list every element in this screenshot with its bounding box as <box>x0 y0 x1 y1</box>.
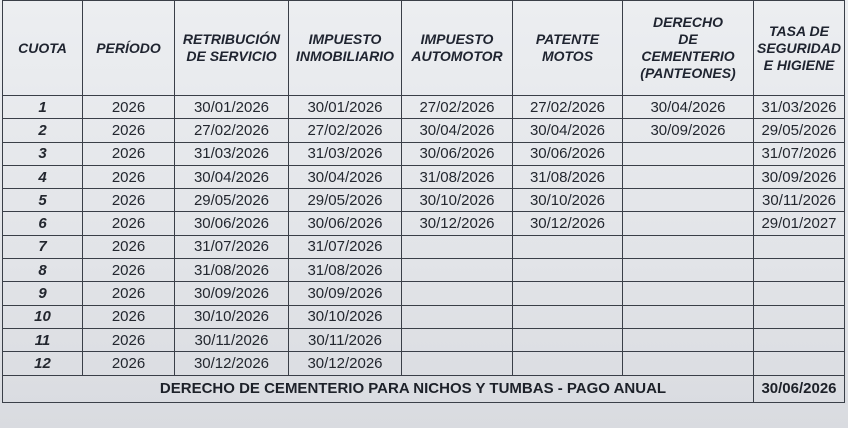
header-row <box>3 1 845 96</box>
tax-schedule-table <box>2 0 845 403</box>
cell-tasa-seguridad <box>754 328 845 351</box>
header-derecho-cementerio: DERECHO DE CEMENTERIO (PANTEONES) <box>623 1 754 96</box>
cell-derecho-cementerio <box>623 305 754 328</box>
cell-cuota: 4 <box>3 165 83 188</box>
header-retribucion: RETRIBUCIÓN DE SERVICIO <box>175 1 289 96</box>
cell-impuesto-inmobiliario: 30/01/2026 <box>289 96 402 119</box>
cell-derecho-cementerio <box>623 328 754 351</box>
cell-impuesto-inmobiliario: 30/09/2026 <box>289 282 402 305</box>
cell-patente-motos <box>513 235 623 258</box>
header-tasa-seguridad: TASA DE SEGURIDAD E HIGIENE <box>754 1 845 96</box>
cell-patente-motos: 31/08/2026 <box>513 165 623 188</box>
cell-patente-motos <box>513 305 623 328</box>
cell-periodo: 2026 <box>83 212 175 235</box>
cell-periodo: 2026 <box>83 165 175 188</box>
cell-cuota: 7 <box>3 235 83 258</box>
cell-periodo: 2026 <box>83 96 175 119</box>
cell-impuesto-automotor <box>402 259 513 282</box>
cell-retribucion: 27/02/2026 <box>175 119 289 142</box>
cell-cuota: 8 <box>3 259 83 282</box>
table-row <box>3 212 845 235</box>
cell-cuota: 10 <box>3 305 83 328</box>
cell-derecho-cementerio: 30/04/2026 <box>623 96 754 119</box>
cell-impuesto-inmobiliario: 31/08/2026 <box>289 259 402 282</box>
cell-impuesto-inmobiliario: 27/02/2026 <box>289 119 402 142</box>
cell-derecho-cementerio: 30/09/2026 <box>623 119 754 142</box>
cell-retribucion: 30/04/2026 <box>175 165 289 188</box>
cell-tasa-seguridad <box>754 235 845 258</box>
table-body <box>3 96 845 376</box>
cell-impuesto-inmobiliario: 30/04/2026 <box>289 165 402 188</box>
cell-tasa-seguridad <box>754 305 845 328</box>
table-row <box>3 165 845 188</box>
cell-impuesto-inmobiliario: 30/10/2026 <box>289 305 402 328</box>
table-row <box>3 96 845 119</box>
cell-impuesto-automotor <box>402 235 513 258</box>
cell-derecho-cementerio <box>623 282 754 305</box>
cell-derecho-cementerio <box>623 352 754 375</box>
cell-patente-motos <box>513 352 623 375</box>
header-impuesto-automotor: IMPUESTO AUTOMOTOR <box>402 1 513 96</box>
table-row <box>3 352 845 375</box>
cell-impuesto-automotor <box>402 328 513 351</box>
cell-cuota: 3 <box>3 142 83 165</box>
cell-cuota: 11 <box>3 328 83 351</box>
cell-derecho-cementerio <box>623 212 754 235</box>
table-row <box>3 328 845 351</box>
cell-tasa-seguridad: 31/03/2026 <box>754 96 845 119</box>
cell-impuesto-inmobiliario: 31/07/2026 <box>289 235 402 258</box>
cell-retribucion: 30/01/2026 <box>175 96 289 119</box>
cell-impuesto-inmobiliario: 29/05/2026 <box>289 189 402 212</box>
cell-patente-motos: 30/06/2026 <box>513 142 623 165</box>
cell-impuesto-inmobiliario: 30/12/2026 <box>289 352 402 375</box>
cell-impuesto-automotor: 27/02/2026 <box>402 96 513 119</box>
cell-cuota: 6 <box>3 212 83 235</box>
cell-periodo: 2026 <box>83 119 175 142</box>
cell-patente-motos: 30/04/2026 <box>513 119 623 142</box>
cell-impuesto-automotor: 30/12/2026 <box>402 212 513 235</box>
cell-impuesto-automotor: 31/08/2026 <box>402 165 513 188</box>
cell-cuota: 2 <box>3 119 83 142</box>
table-row <box>3 259 845 282</box>
cell-retribucion: 30/10/2026 <box>175 305 289 328</box>
cell-impuesto-automotor <box>402 305 513 328</box>
cell-tasa-seguridad: 29/01/2027 <box>754 212 845 235</box>
cell-retribucion: 31/03/2026 <box>175 142 289 165</box>
cell-cuota: 5 <box>3 189 83 212</box>
cell-periodo: 2026 <box>83 328 175 351</box>
cell-impuesto-inmobiliario: 30/11/2026 <box>289 328 402 351</box>
cell-tasa-seguridad <box>754 352 845 375</box>
cell-derecho-cementerio <box>623 235 754 258</box>
cell-periodo: 2026 <box>83 352 175 375</box>
cell-cuota: 9 <box>3 282 83 305</box>
cell-impuesto-automotor <box>402 352 513 375</box>
footer-label: DERECHO DE CEMENTERIO PARA NICHOS Y TUMBAS - PAGO ANUAL <box>3 375 754 402</box>
cell-impuesto-automotor: 30/04/2026 <box>402 119 513 142</box>
cell-patente-motos <box>513 259 623 282</box>
cell-tasa-seguridad: 30/11/2026 <box>754 189 845 212</box>
cell-derecho-cementerio <box>623 259 754 282</box>
cell-patente-motos: 30/12/2026 <box>513 212 623 235</box>
table-row <box>3 282 845 305</box>
cell-patente-motos: 30/10/2026 <box>513 189 623 212</box>
cell-impuesto-inmobiliario: 31/03/2026 <box>289 142 402 165</box>
table-row <box>3 189 845 212</box>
cell-periodo: 2026 <box>83 235 175 258</box>
cell-tasa-seguridad: 29/05/2026 <box>754 119 845 142</box>
cell-retribucion: 31/08/2026 <box>175 259 289 282</box>
cell-periodo: 2026 <box>83 259 175 282</box>
header-cuota: CUOTA <box>3 1 83 96</box>
footer-date: 30/06/2026 <box>754 375 845 402</box>
cell-periodo: 2026 <box>83 189 175 212</box>
footer-row <box>3 375 845 402</box>
cell-retribucion: 30/12/2026 <box>175 352 289 375</box>
cell-patente-motos <box>513 328 623 351</box>
cell-periodo: 2026 <box>83 282 175 305</box>
cell-periodo: 2026 <box>83 305 175 328</box>
cell-derecho-cementerio <box>623 142 754 165</box>
table-row <box>3 235 845 258</box>
table-row <box>3 305 845 328</box>
cell-tasa-seguridad: 31/07/2026 <box>754 142 845 165</box>
cell-derecho-cementerio <box>623 189 754 212</box>
cell-periodo: 2026 <box>83 142 175 165</box>
cell-retribucion: 31/07/2026 <box>175 235 289 258</box>
cell-cuota: 1 <box>3 96 83 119</box>
cell-tasa-seguridad: 30/09/2026 <box>754 165 845 188</box>
cell-tasa-seguridad <box>754 259 845 282</box>
table-row <box>3 142 845 165</box>
cell-patente-motos <box>513 282 623 305</box>
header-patente-motos: PATENTE MOTOS <box>513 1 623 96</box>
cell-patente-motos: 27/02/2026 <box>513 96 623 119</box>
cell-impuesto-automotor: 30/06/2026 <box>402 142 513 165</box>
table-row <box>3 119 845 142</box>
cell-tasa-seguridad <box>754 282 845 305</box>
cell-retribucion: 30/06/2026 <box>175 212 289 235</box>
cell-retribucion: 30/11/2026 <box>175 328 289 351</box>
cell-derecho-cementerio <box>623 165 754 188</box>
cell-impuesto-automotor: 30/10/2026 <box>402 189 513 212</box>
header-periodo: PERÍODO <box>83 1 175 96</box>
header-impuesto-inmobiliario: IMPUESTO INMOBILIARIO <box>289 1 402 96</box>
cell-cuota: 12 <box>3 352 83 375</box>
cell-impuesto-inmobiliario: 30/06/2026 <box>289 212 402 235</box>
cell-retribucion: 29/05/2026 <box>175 189 289 212</box>
cell-retribucion: 30/09/2026 <box>175 282 289 305</box>
cell-impuesto-automotor <box>402 282 513 305</box>
